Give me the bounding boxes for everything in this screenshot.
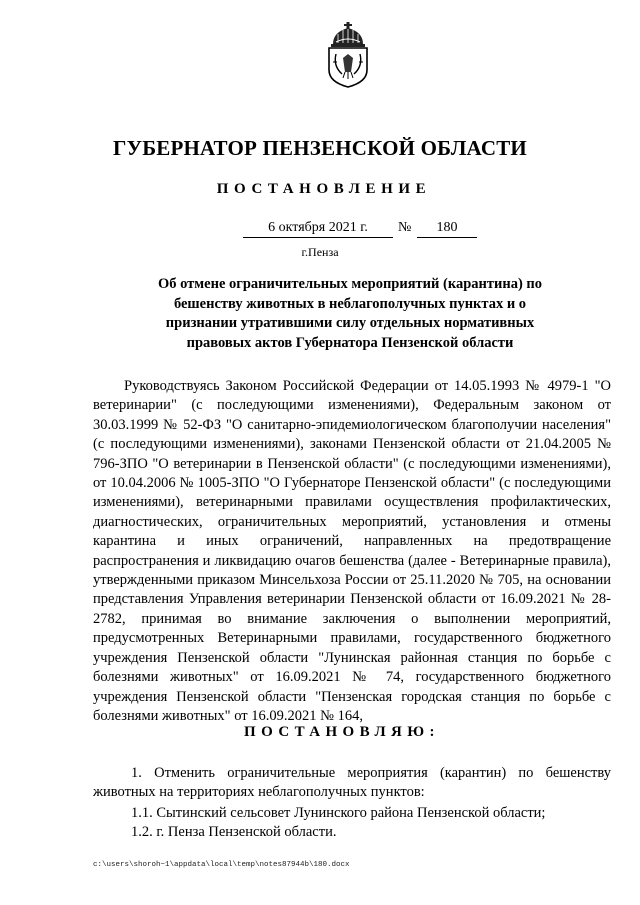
preamble-paragraph: Руководствуясь Законом Российской Федерации от 14.05.1993 № 4979-1 "О ветеринарии" (с последующими изменениями), Федеральным законом от 30.03.1999 № 52-ФЗ "О санитарно-эпидемиологическом благополучии населения" (с последующими изменениями), законами Пензенской области от 21.04.2005 № 796-ЗПО "О ветеринарии в Пензенской области" (с последующими изменениями), от 10.04.2006 № 1005-ЗПО "О Губернаторе Пензенской области" (с последующими изменениями), ветеринарными правилами осуществления профилактических, диагностических, ограничительных мероприятий, установления и отмены карантина и иных ограничений, направленных на предотвращение распространения и ликвидацию очагов бешенства (далее - Ветеринарные правила), утвержденными приказом Минсельхоза России от 25.11.2020 № 705, на основании представления Управления ветеринарии Пензенской области от 16.09.2021 № 28-2782, принимая во внимание заключения о выполнении мероприятий, предусмотренных Ветеринарными правилами, государственного бюджетного учреждения Пензенской области "Лунинская районная станция по борьбе с болезнями животных" от 16.09.2021 № 74, государственного бюджетного учреждения Пензенской области "Пензенская городская станция по борьбе с болезнями животных" от 16.09.2021 № 164, (93, 378, 611, 724)
date-number-row (0, 219, 640, 239)
page-title: ГУБЕРНАТОР ПЕНЗЕНСКОЙ ОБЛАСТИ (113, 136, 527, 160)
item-1-1: 1.1. Сытинский сельсовет Лунинского района Пензенской области; (131, 805, 546, 821)
item-1-2: 1.2. г. Пенза Пензенской области. (131, 824, 337, 840)
decree-heading: ПОСТАНОВЛЯЮ: (244, 724, 440, 740)
document-number: 180 (417, 219, 477, 238)
document-date: 6 октября 2021 г. (243, 219, 393, 238)
item-1: 1. Отменить ограничительные мероприятия (карантин) по бешенству животных на территориях неблагополучных пунктов: (93, 765, 611, 801)
number-sign: № (398, 220, 412, 235)
penza-coat-of-arms-icon (323, 22, 373, 88)
document-city: г.Пенза (301, 245, 339, 259)
document-subject: Об отмене ограничительных мероприятий (карантина) по бешенству животных в неблагополучных пунктах и о признании утратившими силу отдельных нормативных правовых актов Губернатора Пензенской области (157, 276, 543, 351)
document-type: ПОСТАНОВЛЕНИЕ (216, 181, 432, 197)
footer-file-path: c:\users\shoroh~1\appdata\local\temp\notes87944b\180.docx (93, 861, 350, 869)
